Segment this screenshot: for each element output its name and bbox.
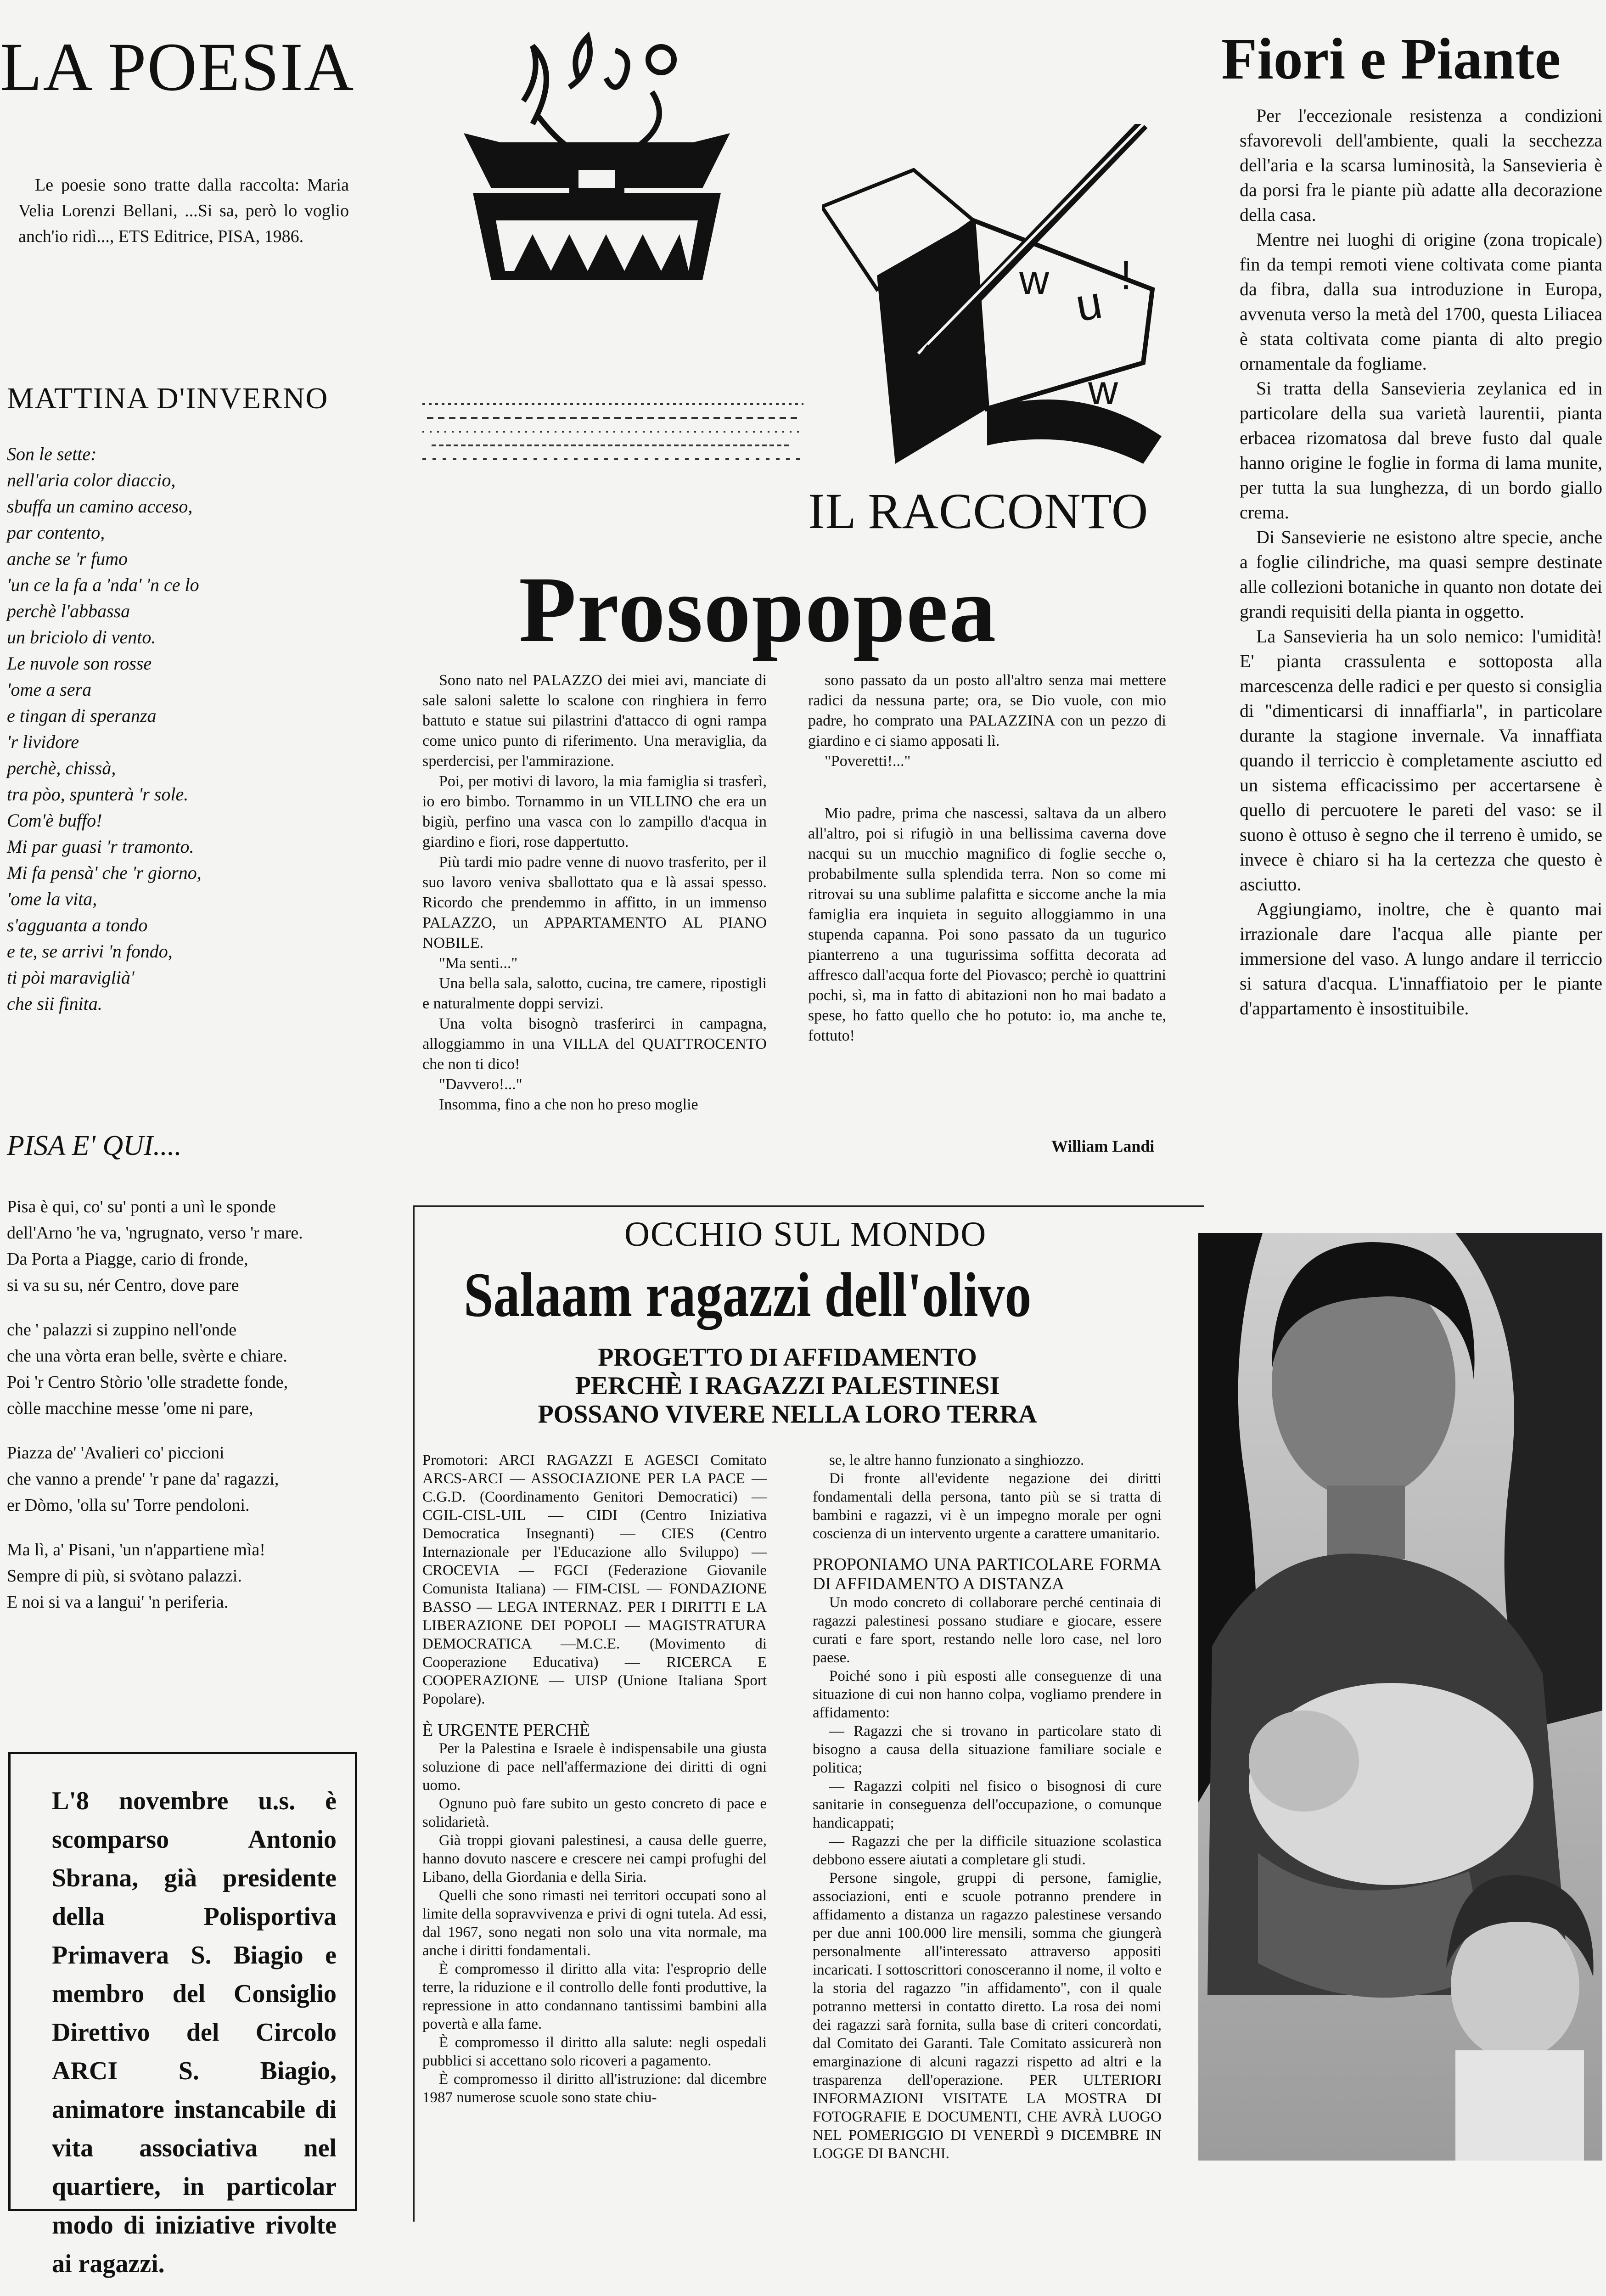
poem-line: perchè, chissà, xyxy=(7,758,116,778)
poem-line: che sii finita. xyxy=(7,993,102,1014)
occhio-subtitle-line-3: POSSANO VIVERE NELLA LORO TERRA xyxy=(538,1400,1037,1429)
poem-line: 'un ce la fa a 'nda' 'n ce lo xyxy=(7,574,199,595)
svg-text:w: w xyxy=(1088,367,1118,413)
occhio-column-2 xyxy=(813,1451,1162,2163)
occhio-paragraph: È compromesso il diritto alla vita: l'esproprio delle terre, la riduzione e il controllo delle fonti produttive, la repressione in atto condannano tantissimi bambini alla povertà e alla fame. xyxy=(422,1961,767,2032)
occhio-paragraph: Poiché sono i più esposti alle conseguenze di una situazione di cui non hanno colpa, vogliamo prendere in affidamento: xyxy=(813,1668,1162,1721)
poem-line: Poi 'r Centro Stòrio 'olle stradette fonde, xyxy=(7,1373,288,1392)
poem2-body xyxy=(7,1194,303,1634)
occhio-paragraph: se, le altre hanno funzionato a singhiozzo. xyxy=(829,1452,1084,1469)
poesia-intro xyxy=(18,172,349,249)
occhio-column-1 xyxy=(422,1451,767,2107)
poem-line: 'ome la vita, xyxy=(7,889,97,909)
fiori-paragraph: Aggiungiamo, inoltre, che è quanto mai irrazionale dare l'acqua alle piante per immersione del vaso. A lungo andare il terriccio si satura d'acqua. L'innaffiatoio per le piante d'appartamento è insostituibile. xyxy=(1240,899,1602,1019)
poem-line: 'r lividore xyxy=(7,732,79,752)
poem-line: Ma lì, a' Pisani, 'un n'appartiene mìa! xyxy=(7,1540,265,1559)
occhio-paragraph: Persone singole, gruppi di persone, famiglie, associazioni, enti e scuole potranno prendere in affidamento a distanza un ragazzo palestinese versando per due anni 100.000 lire mensili, somma che giungerà personalmente all'interessato attraverso appositi incaricati. I sottoscrittori conosceranno il nome, il volto e la storia del ragazzo "in affidamento", con il quale potranno mettersi in contatto diretto. La rosa dei nomi dei ragazzi sarà fornita, sulla base di criteri concordati, dal Comitato dei Garanti. Tale Comitato assicurerà non emarginazione di alcuni ragazzi rispetto ad altri e la trasparenza dell'operazione. PER ULTERIORI INFORMAZIONI VISITATE LA MOSTRA DI FOTOGRAFIE E DOCUMENTI, CHE AVRÀ LUOGO NEL POMERIGGIO DI VENERDÌ 9 DICEMBRE IN LOGGE DI BANCHI. xyxy=(813,1870,1162,2162)
racconto-paragraph: "Poveretti!..." xyxy=(825,753,911,770)
poem-line: e tingan di speranza xyxy=(7,705,157,726)
occhio-proponiamo-heading: PROPONIAMO UNA PARTICOLARE FORMA DI AFFIDAMENTO A DISTANZA xyxy=(813,1555,1162,1593)
sketch-texture xyxy=(422,395,803,468)
occhio-paragraph: Ognuno può fare subito un gesto concreto di pace e solidarietà. xyxy=(422,1795,767,1830)
poem-line: perchè l'abbassa xyxy=(7,601,130,621)
poem-line: Le nuvole son rosse xyxy=(7,653,152,674)
occhio-subtitle xyxy=(459,1343,1116,1429)
occhio-paragraph: Di fronte all'evidente negazione dei diritti fondamentali della persona, tanto più se si tratta di bambini e ragazzi, vi è un impegno morale per ogni coscienza di un intervento urgente a carattere umanitario. xyxy=(813,1470,1162,1542)
poem-line: Pisa è qui, co' su' ponti a unì le sponde xyxy=(7,1197,276,1216)
occhio-paragraph: Un modo concreto di collaborare perché centinaia di ragazzi palestinesi possano studiare e giocare, essere curati e fare sport, restando nelle loro case, nel loro paese. xyxy=(813,1594,1162,1666)
poesia-intro-text: Le poesie sono tratte dalla raccolta: Maria Velia Lorenzi Bellani, ...Si sa, però lo voglio anch'io ridì..., ETS Editrice, PISA, 1986. xyxy=(18,175,349,246)
poem-line: er Dòmo, 'olla su' Torre pendoloni. xyxy=(7,1496,250,1515)
racconto-paragraph: Poi, per motivi di lavoro, la mia famiglia si trasferì, io ero bimbo. Tornammo in un VILLINO che era un bigiù, perfino una vasca con lo zampillo d'acqua in giardino e fiori, rose dappertutto. xyxy=(422,773,767,850)
occhio-section-title: OCCHIO SUL MONDO xyxy=(624,1215,987,1254)
racconto-column-2 xyxy=(808,670,1166,1046)
notice-box xyxy=(8,1752,357,2278)
poem-line: sbuffa un camino acceso, xyxy=(7,496,193,517)
racconto-paragraph: Insomma, fino a che non ho preso moglie xyxy=(439,1096,698,1113)
poem-line: si va su su, nér Centro, dove pare xyxy=(7,1276,239,1295)
occhio-paragraph: Per la Palestina e Israele è indispensabile una giusta soluzione di pace nell'affermazione dei diritti di ogni uomo. xyxy=(422,1740,767,1794)
poem-line: Da Porta a Piagge, cario di fronde, xyxy=(7,1249,248,1269)
poem1-body xyxy=(7,441,202,1017)
occhio-urgente-heading: È URGENTE PERCHÈ xyxy=(422,1721,590,1740)
poem-line: Mi par guasi 'r tramonto. xyxy=(7,836,194,857)
fiori-title: Fiori e Piante xyxy=(1221,26,1561,91)
racconto-author: William Landi xyxy=(1051,1137,1155,1155)
occhio-paragraph: Già troppi giovani palestinesi, a causa delle guerre, hanno dovuto nascere e crescere nei campi profughi del Libano, della Giordania e della Siria. xyxy=(422,1832,767,1885)
inkwell-illustration xyxy=(464,23,730,436)
poem-stanza xyxy=(7,1537,303,1615)
racconto-paragraph: Una bella sala, salotto, cucina, tre camere, ripostigli e naturalmente doppi servizi. xyxy=(422,975,767,1012)
occhio-paragraph: È compromesso il diritto alla salute: negli ospedali pubblici si accettano solo ricoveri a pagamento. xyxy=(422,2034,767,2069)
fiori-paragraph: Per l'eccezionale resistenza a condizioni sfavorevoli dell'ambiente, quali la secchezza dell'aria e la scarsa luminosità, la Sansevieria è da porsi fra le piante più adatte alla decorazione della casa. xyxy=(1240,105,1602,225)
poem-line: E noi si va a langui' 'n periferia. xyxy=(7,1593,229,1612)
poem-line: Mi fa pensà' che 'r giorno, xyxy=(7,862,202,883)
svg-text:u: u xyxy=(1072,276,1106,332)
book-and-quill-illustration xyxy=(822,124,1171,496)
racconto-column-1 xyxy=(422,670,767,1115)
poem-line: ti pòi maraviglià' xyxy=(7,967,135,988)
poem-line: nell'aria color diaccio, xyxy=(7,470,176,490)
racconto-section-title: IL RACCONTO xyxy=(808,483,1149,539)
svg-text:!: ! xyxy=(1120,253,1132,298)
fiori-paragraph: Di Sansevierie ne esistono altre specie, anche a foglie cilindriche, ma quasi sempre destinate alle collezioni botaniche in quanto non dotate dei grandi requisiti della pianta in oggetto. xyxy=(1240,527,1602,622)
occhio-promotori: Promotori: ARCI RAGAZZI E AGESCI Comitato ARCS-ARCI — ASSOCIAZIONE PER LA PACE — C.G.D. (Coordinamento Genitori Democratici) — CGIL-CISL-UIL — CIDI (Centro Iniziativa Democratica Insegnanti) — CIES (Centro Internazionale per l'Educazione allo Sviluppo) — CROCEVIA — FGCI (Federazione Giovanile Comunista Italiana) — FIM-CISL — FONDAZIONE BASSO — LEGA INTERNAZ. PER I DIRITTI E LA LIBERAZIONE DEI POPOLI — MAGISTRATURA DEMOCRATICA —M.C.E. (Movimento di Cooperazione Educativa) — RICERCA E COOPERAZIONE — UISP (Unione Italiana Sport Popolare). xyxy=(422,1452,767,1707)
occhio-paragraph: — Ragazzi che si trovano in particolare stato di bisogno a causa della situazione familiare sociale e politica; xyxy=(813,1723,1162,1776)
racconto-paragraph: Una volta bisognò trasferirci in campagna, alloggiammo in una VILLA del QUATTROCENTO che non ti dico! xyxy=(422,1015,767,1073)
poem2-title: PISA E' QUI.... xyxy=(7,1130,182,1161)
poem-line: e te, se arrivi 'n fondo, xyxy=(7,941,173,962)
occhio-paragraph: — Ragazzi che per la difficile situazione scolastica debbono essere aiutati a completare gli studi. xyxy=(813,1833,1162,1868)
poem-line: anche se 'r fumo xyxy=(7,548,128,569)
fiori-paragraph: Mentre nei luoghi di origine (zona tropicale) fin da tempi remoti viene coltivata come pianta da fibra, dalla sua introduzione in Europa, avvenuta verso la metà del 1700, questa Liliacea è stata coltivata come pianta di alto pregio ornamentale da fogliame. xyxy=(1240,229,1602,374)
racconto-paragraph: Più tardi mio padre venne di nuovo trasferito, per il suo lavoro veniva sballottato qua e là assai spesso. Ricordo che prendemmo in affitto, in un immenso PALAZZO, un APPARTAMENTO AL PIANO NOBILE. xyxy=(422,854,767,951)
racconto-paragraph: "Ma senti..." xyxy=(439,955,518,972)
poem1-title: MATTINA D'INVERNO xyxy=(7,382,329,415)
fiori-body xyxy=(1240,103,1602,1021)
occhio-paragraph: — Ragazzi colpiti nel fisico o bisognosi di cure sanitarie in conseguenza dell'occupazione, o comunque handicappati; xyxy=(813,1778,1162,1831)
poem-line: Sempre di più, si svòtano palazzi. xyxy=(7,1566,242,1586)
poem-line: dell'Arno 'he va, 'ngrugnato, verso 'r mare. xyxy=(7,1223,303,1243)
occhio-paragraph: Quelli che sono rimasti nei territori occupati sono al limite della sopravvivenza e privi di ogni tutela. Ad essi, dal 1967, sono negati non solo una vita normale, ma anche i diritti fondamentali. xyxy=(422,1887,767,1959)
poem-line: che vanno a prende' 'r pane da' ragazzi, xyxy=(7,1469,279,1489)
occhio-title: Salaam ragazzi dell'olivo xyxy=(464,1260,1032,1330)
photo-palestinian-children xyxy=(1198,1233,1602,2161)
poem-line: Son le sette: xyxy=(7,444,97,464)
fiori-paragraph: Si tratta della Sansevieria zeylanica ed in particolare della sua varietà laurentii, pianta erbacea rizomatosa dal breve fusto dal quale hanno origine le foglie in forma di lama munite, per tutta la sua lunghezza, di un bordo giallo crema. xyxy=(1240,378,1602,523)
poem-line: Piazza de' 'Avalieri co' piccioni xyxy=(7,1443,225,1463)
occhio-subtitle-line-1: PROGETTO DI AFFIDAMENTO xyxy=(598,1343,977,1372)
poem-line: 'ome a sera xyxy=(7,679,92,700)
poem-line: còlle macchine messe 'ome ni pare, xyxy=(7,1399,253,1418)
poem-line: che ' palazzi si zuppino nell'onde xyxy=(7,1320,237,1339)
racconto-paragraph: Sono nato nel PALAZZO dei miei avi, manciate di sale saloni salette lo scalone con ringhiera in ferro battuto e statue sui pilastrini d'attacco di ogni rampa come unico punto di riferimento. Una meraviglia, da sperdercisi, per l'ammirazione. xyxy=(422,672,767,770)
notice-text: L'8 novembre u.s. è scomparso Antonio Sbrana, già presidente della Polisportiva Primavera S. Biagio e membro del Consiglio Direttivo del Circolo ARCI S. Biagio, animatore instancabile di vita associativa nel quartiere, in particolar modo di iniziative rivolte ai ragazzi. xyxy=(52,1787,337,2278)
poem-line: Com'è buffo! xyxy=(7,810,102,831)
poem-line: s'agguanta a tondo xyxy=(7,915,148,935)
racconto-paragraph: "Davvero!..." xyxy=(439,1076,522,1093)
fiori-paragraph: La Sansevieria ha un solo nemico: l'umidità! E' pianta crassulenta e sottoposta alla marcescenza delle radici e per questo si consiglia di "dimenticarsi di innaffiarla", in particolare durante la stagione invernale. Va innaffiata quando il terriccio è completamente asciutto ed un sistema efficacissimo per accertarsene è quello di percuotere le pareti del vaso: se il suono è ottuso è segno che il terreno è umido, se invece è chiaro si ha la certezza che questo è asciutto. xyxy=(1240,626,1602,895)
poem-line: tra pòo, spunterà 'r sole. xyxy=(7,784,189,805)
racconto-title: Prosopopea xyxy=(519,557,997,662)
racconto-paragraph: sono passato da un posto all'altro senza mai mettere radici da nessuna parte; ora, se Dio vuole, con mio padre, ho comprato una PALAZZINA con un pezzo di giardino e ci siamo apposati lì. xyxy=(808,672,1166,749)
poem-line: un briciolo di vento. xyxy=(7,627,156,647)
poesia-title: LA POESIA xyxy=(0,29,355,105)
occhio-subtitle-line-2: PERCHÈ I RAGAZZI PALESTINESI xyxy=(575,1372,1000,1400)
doodle-letter-w: w xyxy=(1019,257,1049,303)
poem-stanza xyxy=(7,1194,303,1299)
occhio-paragraph: È compromesso il diritto all'istruzione: dal dicembre 1987 numerose scuole sono state chiu- xyxy=(422,2071,767,2106)
poem-line: par contento, xyxy=(7,522,105,543)
poem-stanza xyxy=(7,1317,303,1422)
poem-stanza xyxy=(7,1440,303,1519)
racconto-paragraph: Mio padre, prima che nascessi, saltava da un albero all'altro, poi si rifugiò in una bellissima caverna dove nacqui su un mucchio magnifico di foglie secche o, probabilmente sulla splendida terra. Non so come mi ritrovai su una sublime palafitta e siccome anche la mia famiglia era inquieta in seguito alloggiammo in una stupenda capanna. Poi sono passato da un tugurico pianterreno a una tugurissima soffitta decorata ad affresco dall'acqua forte del Piovasco; perchè io quattrini pochi, sì, ma in fatto di abitazioni non ho mai badato a spese, ho fatto quello che ho potuto: io, ma anche te, fottuto! xyxy=(808,805,1166,1044)
poem-line: che una vòrta eran belle, svèrte e chiare. xyxy=(7,1346,287,1366)
